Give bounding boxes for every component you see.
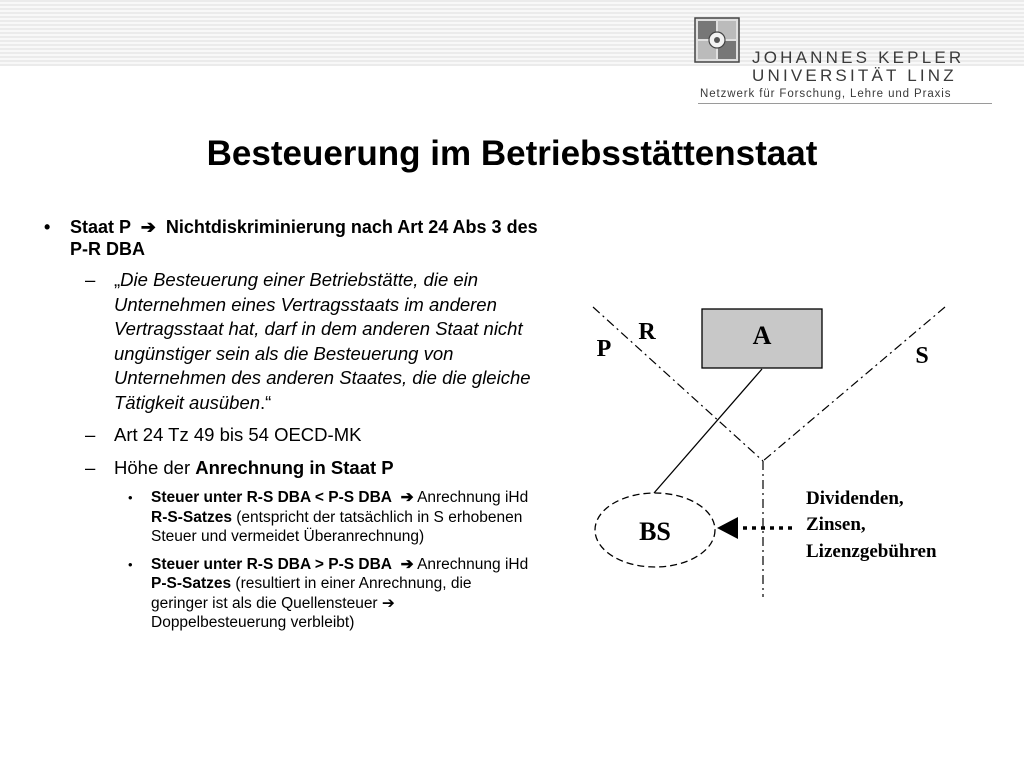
bullet-dot-icon: •	[44, 217, 51, 237]
income-arrow-head	[717, 517, 738, 539]
hoehe-bold: Anrechnung in Staat P	[195, 456, 394, 478]
tax-diagram	[560, 295, 1000, 605]
sub2-bold: P-S-Satzes	[151, 575, 232, 592]
slide-title: Besteuerung im Betriebsstättenstaat	[206, 134, 818, 173]
quote-text: Die Besteuerung einer Betriebstätte, die ein Unternehmen eines Vertragsstaats im anderen Vertragsstaat hat, darf in dem anderen Staat nicht ungünstiger sein als die Besteuerung von Unternehmen des anderen Staates, die die gleiche Tätigkeit ausüben	[114, 269, 531, 413]
quote-open: „	[114, 269, 121, 290]
bullet-staat-p	[44, 216, 544, 260]
dash-icon: –	[85, 456, 96, 478]
sub1-bold: R-S-Satzes	[151, 508, 232, 526]
connector-a-bs	[654, 369, 762, 493]
sub2-pre: Anrechnung iHd	[417, 555, 529, 573]
dash-item-hoehe	[44, 456, 534, 481]
state-s-label: S	[915, 343, 929, 369]
sub1-pre: Anrechnung iHd	[417, 489, 529, 506]
university-crest-icon	[694, 17, 740, 63]
state-p-label: P	[596, 336, 612, 362]
sub2-post2: Doppelbesteuerung verbleibt)	[151, 614, 355, 631]
income-label-line2: Zinsen,	[806, 514, 866, 535]
bs-label: BS	[639, 517, 671, 546]
header-divider	[698, 103, 992, 104]
oecd-text: Art 24 Tz 49 bis 54 OECD-MK	[114, 424, 362, 445]
sub1-post: (entspricht der tatsächlich in S erhobenen Steuer und vermeidet Überanrechnung)	[151, 508, 523, 545]
sub2-lead: Steuer unter R-S DBA > P-S DBA	[151, 555, 392, 573]
dash-icon: –	[85, 269, 96, 290]
arrow-right-icon: ➔	[396, 555, 414, 573]
university-name-line1: JOHANNES KEPLER	[752, 48, 965, 67]
sub-bullet-rs-lower	[44, 488, 529, 547]
bullet-dot-icon: •	[128, 556, 133, 572]
slide-content	[44, 216, 544, 633]
sub1-lead: Steuer unter R-S DBA < P-S DBA	[151, 489, 392, 506]
bullet-dot-icon: •	[128, 490, 133, 505]
dash-item-quote	[44, 268, 534, 415]
income-label-line3: Lizenzgebühren	[806, 541, 937, 562]
arrow-right-icon: ➔	[381, 594, 395, 612]
state-r-label: R	[638, 319, 656, 345]
dash-item-oecd	[44, 423, 534, 448]
hoehe-pre: Höhe der	[114, 456, 196, 478]
sub-bullet-rs-higher	[44, 555, 529, 633]
university-tagline: Netzwerk für Forschung, Lehre und Praxis	[700, 88, 952, 100]
quote-close: .“	[260, 391, 272, 413]
arrow-right-icon: ➔	[396, 489, 414, 506]
sub2-post: (resultiert in einer Anrechnung, die geringer ist als die Quellensteuer	[151, 575, 472, 612]
bullet-rest: Nichtdiskriminierung nach Art 24 Abs 3 des P-R DBA	[70, 217, 538, 259]
company-a-label: A	[752, 321, 772, 350]
university-name-line2: UNIVERSITÄT LINZ	[752, 66, 957, 85]
arrow-right-icon: ➔	[135, 217, 161, 237]
dash-icon: –	[85, 424, 96, 445]
bullet-lead: Staat P	[70, 217, 131, 237]
income-label-line1: Dividenden,	[806, 488, 904, 509]
